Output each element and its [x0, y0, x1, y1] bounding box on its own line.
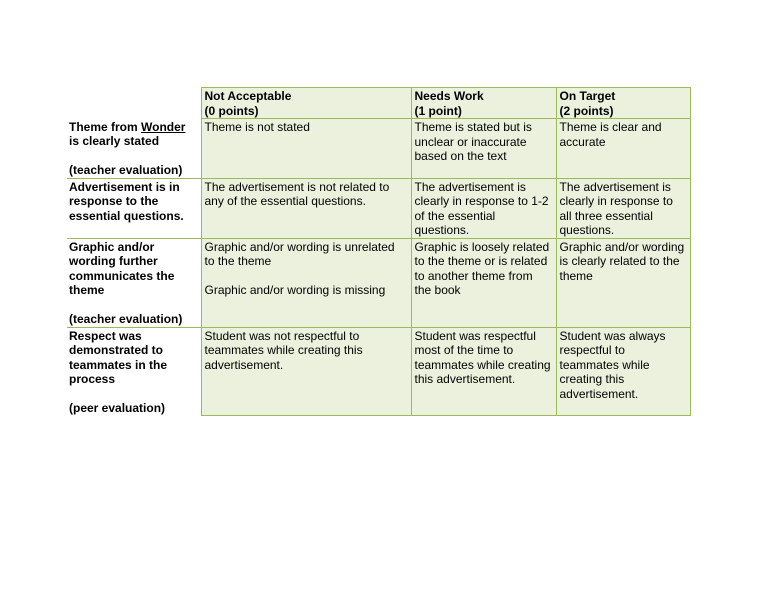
header-title: Not Acceptable [204, 89, 292, 103]
rubric-table [67, 87, 691, 416]
header-row [67, 88, 690, 119]
criterion-text: Respect was demonstrated to teammates in the process [69, 328, 168, 386]
criterion-text: is clearly stated [69, 134, 160, 148]
header-points: (1 point) [414, 103, 462, 118]
table-row [67, 327, 690, 416]
table-row [67, 119, 690, 179]
header-needs-work [411, 88, 556, 119]
header-title: Needs Work [414, 89, 484, 103]
criterion-text: Theme from [69, 119, 142, 134]
criterion-text: Graphic and/or wording further communicates the theme [69, 239, 175, 297]
criterion-cell [67, 327, 201, 416]
header-blank-cell [67, 88, 201, 119]
header-title: On Target [559, 89, 616, 103]
rubric-cell: Graphic is loosely related to the theme or is related to another theme from the book [411, 238, 556, 327]
table-row [67, 178, 690, 238]
criterion-cell [67, 119, 201, 179]
criterion-note: (teacher evaluation) [69, 312, 183, 326]
rubric-cell: Theme is not stated [201, 119, 411, 179]
rubric-cell-text: Graphic and/or wording is unrelated to the theme [204, 239, 395, 268]
criterion-cell [67, 238, 201, 327]
rubric-cell: Student was always respectful to teammates while creating this advertisement. [556, 327, 690, 416]
rubric-cell: Student was not respectful to teammates while creating this advertisement. [201, 327, 411, 416]
header-on-target [556, 88, 690, 119]
table-row [67, 238, 690, 327]
criterion-note: (peer evaluation) [69, 401, 166, 415]
rubric-cell: Student was respectful most of the time to teammates while creating this advertisement. [411, 327, 556, 416]
book-title: Wonder [141, 119, 186, 134]
rubric-cell: Graphic and/or wording is clearly related to the theme [556, 238, 690, 327]
criterion-cell: Advertisement is in response to the essential questions. [67, 178, 201, 238]
rubric-cell [201, 238, 411, 327]
rubric-cell: The advertisement is not related to any of the essential questions. [201, 178, 411, 238]
header-points: (2 points) [559, 103, 614, 118]
rubric-cell: Theme is stated but is unclear or inaccurate based on the text [411, 119, 556, 179]
criterion-note: (teacher evaluation) [69, 163, 183, 177]
rubric-cell: The advertisement is clearly in response to 1-2 of the essential questions. [411, 178, 556, 238]
header-points: (0 points) [204, 103, 259, 118]
header-not-acceptable [201, 88, 411, 119]
rubric-cell-text: Graphic and/or wording is missing [204, 283, 386, 297]
rubric-cell: Theme is clear and accurate [556, 119, 690, 179]
rubric-cell: The advertisement is clearly in response to all three essential questions. [556, 178, 690, 238]
